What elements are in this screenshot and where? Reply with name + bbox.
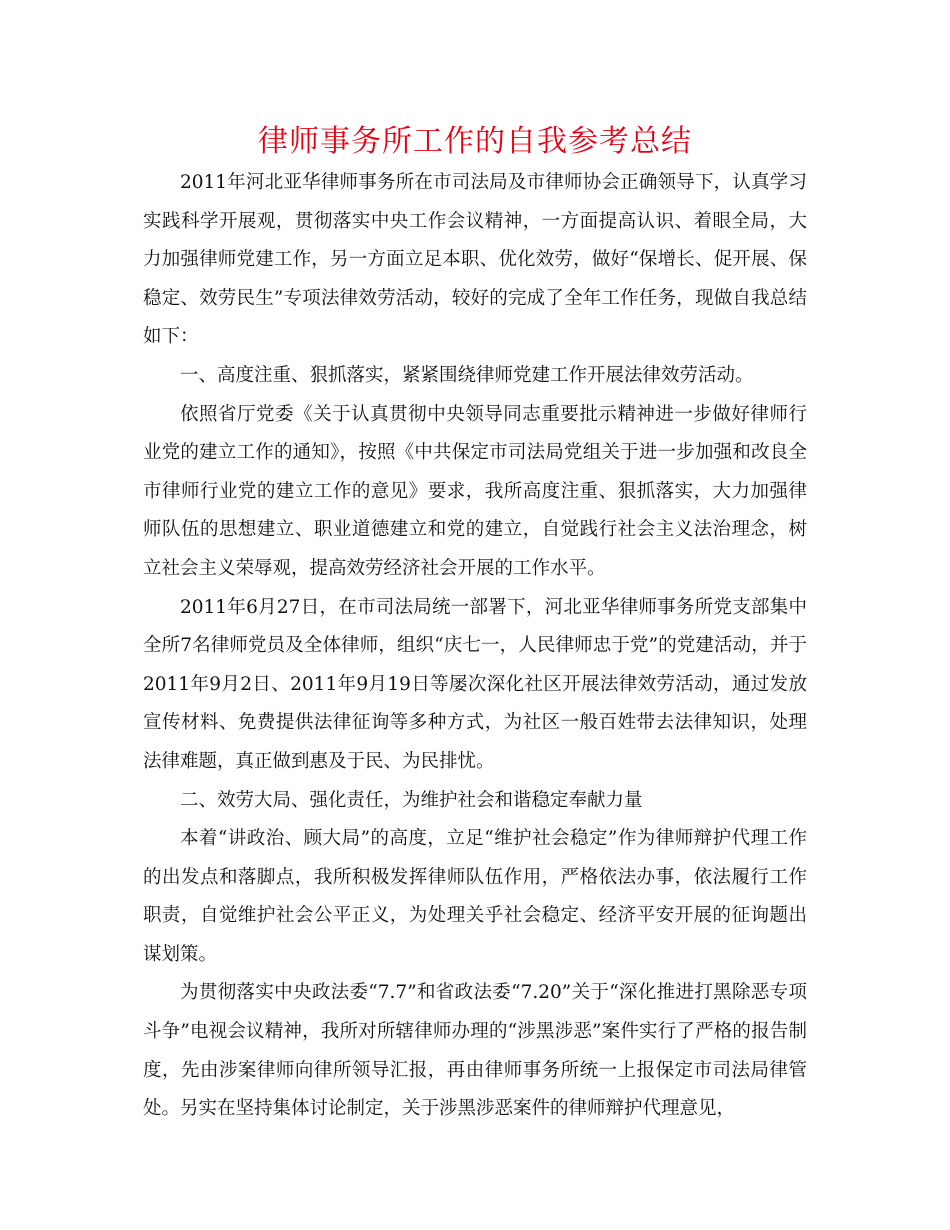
paragraph-stability: 本着“讲政治、顾大局”的高度，立足“维护社会稳定”作为律师辩护代理工作的出发点和落脚点，我所积极发挥律师队伍作用，严格依法办事，依法履行工作职责，自觉维护社会公平正义，为处理关乎社会稳定、经济平安开展的征询题出谋划策。 bbox=[143, 828, 807, 965]
document-body bbox=[143, 164, 807, 1129]
paragraph-reporting: 为贯彻落实中央政法委“7.7”和省政法委“7.20”关于“深化推进打黑除恶专项斗争”电视会议精神，我所对所辖律师办理的“涉黑涉恶”案件实行了严格的报告制度，先由涉案律师向律所领导汇报，再由律师事务所统一上报保定市司法局律管处。另实在坚持集体讨论制定，关于涉黑涉恶案件的律师辩护代理意见， bbox=[143, 982, 807, 1120]
paragraph-activities: 2011年6月27日，在市司法局统一部署下，河北亚华律师事务所党支部集中全所7名律师党员及全体律师，组织“庆七一，人民律师忠于党”的党建活动，并于2011年9月2日、2011年9月19日等屡次深化社区开展法律效劳活动，通过发放宣传材料、免费提供法律征询等多种方式，为社区一般百姓带去法律知识，处理法律难题，真正做到惠及于民、为民排忧。 bbox=[143, 596, 807, 772]
document-title: 律师事务所工作的自我参考总结 bbox=[258, 124, 692, 159]
section-heading-2: 二、效劳大局、强化责任，为维护社会和谐稳定奉献力量 bbox=[180, 789, 643, 811]
paragraph-party-building: 依照省厅党委《关于认真贯彻中央领导同志重要批示精神进一步做好律师行业党的建立工作的通知》，按照《中共保定市司法局党组关于进一步加强和改良全市律师行业党的建立工作的意见》要求，我所高度注重、狠抓落实，大力加强律师队伍的思想建立、职业道德建立和党的建立，自觉践行社会主义法治理念，树立社会主义荣辱观，提高效劳经济社会开展的工作水平。 bbox=[143, 403, 807, 579]
paragraph-intro: 2011年河北亚华律师事务所在市司法局及市律师协会正确领导下，认真学习实践科学开展观，贯彻落实中央工作会议精神，一方面提高认识、着眼全局，大力加强律师党建工作，另一方面立足本职、优化效劳，做好“保增长、促开展、保稳定、效劳民生”专项法律效劳活动，较好的完成了全年工作任务，现做自我总结如下： bbox=[143, 172, 807, 348]
section-heading-1: 一、高度注重、狠抓落实，紧紧围绕律师党建工作开展法律效劳活动。 bbox=[180, 364, 754, 386]
